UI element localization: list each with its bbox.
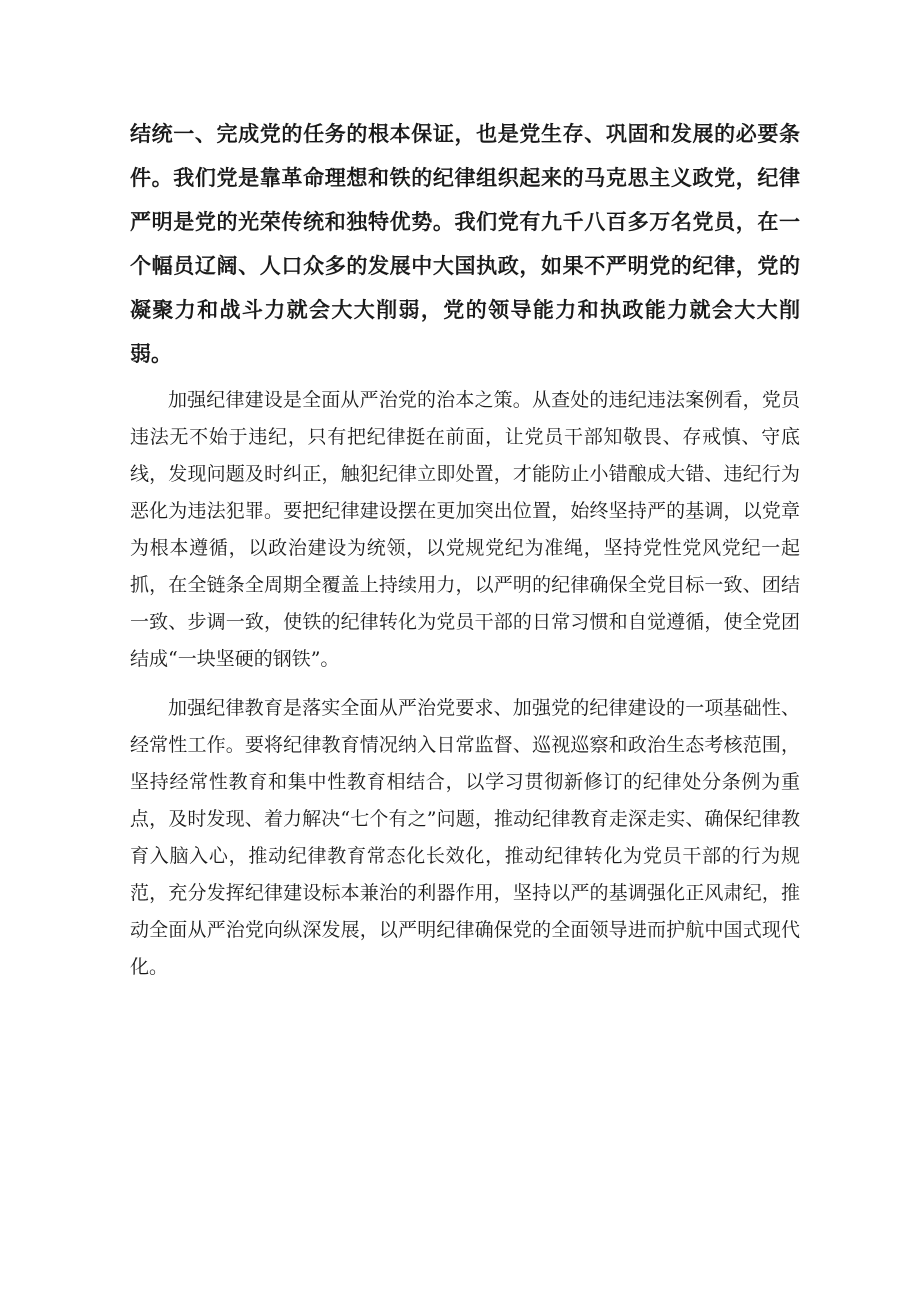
paragraph-continued: 结统一、完成党的任务的根本保证，也是党生存、巩固和发展的必要条件。我们党是靠革命理想和铁的纪律组织起来的马克思主义政党，纪律严明是党的光荣传统和独特优势。我们党有九千八百多万名党员，在一个幅员辽阔、人口众多的发展中大国执政，如果不严明党的纪律，党的凝聚力和战斗力就会大大削弱，党的领导能力和执政能力就会大大削弱。 — [130, 122, 800, 366]
paragraph-discipline-building: 加强纪律建设是全面从严治党的治本之策。从查处的违纪违法案例看，党员违法无不始于违纪，只有把纪律挺在前面，让党员干部知敬畏、存戒慎、守底线，发现问题及时纠正，触犯纪律立即处置，才能防止小错酿成大错、违纪行为恶化为违法犯罪。要把纪律建设摆在更加突出位置，始终坚持严的基调，以党章为根本遵循，以政治建设为统领，以党规党纪为准绳，坚持党性党风党纪一起抓，在全链条全周期全覆盖上持续用力，以严明的纪律确保全党目标一致、团结一致、步调一致，使铁的纪律转化为党员干部的日常习惯和自觉遵循，使全党团结成“一块坚硬的钢铁”。 — [130, 389, 800, 670]
document-body — [130, 112, 800, 986]
paragraph-discipline-education: 加强纪律教育是落实全面从严治党要求、加强党的纪律建设的一项基础性、经常性工作。要将纪律教育情况纳入日常监督、巡视巡察和政治生态考核范围，坚持经常性教育和集中性教育相结合，以学习贯彻新修订的纪律处分条例为重点，及时发现、着力解决“七个有之”问题，推动纪律教育走深走实、确保纪律教育入脑入心，推动纪律教育常态化长效化，推动纪律转化为党员干部的行为规范，充分发挥纪律建设标本兼治的利器作用，坚持以严的基调强化正风肃纪，推动全面从严治党向纵深发展，以严明纪律确保党的全面领导进而护航中国式现代化。 — [130, 697, 800, 978]
